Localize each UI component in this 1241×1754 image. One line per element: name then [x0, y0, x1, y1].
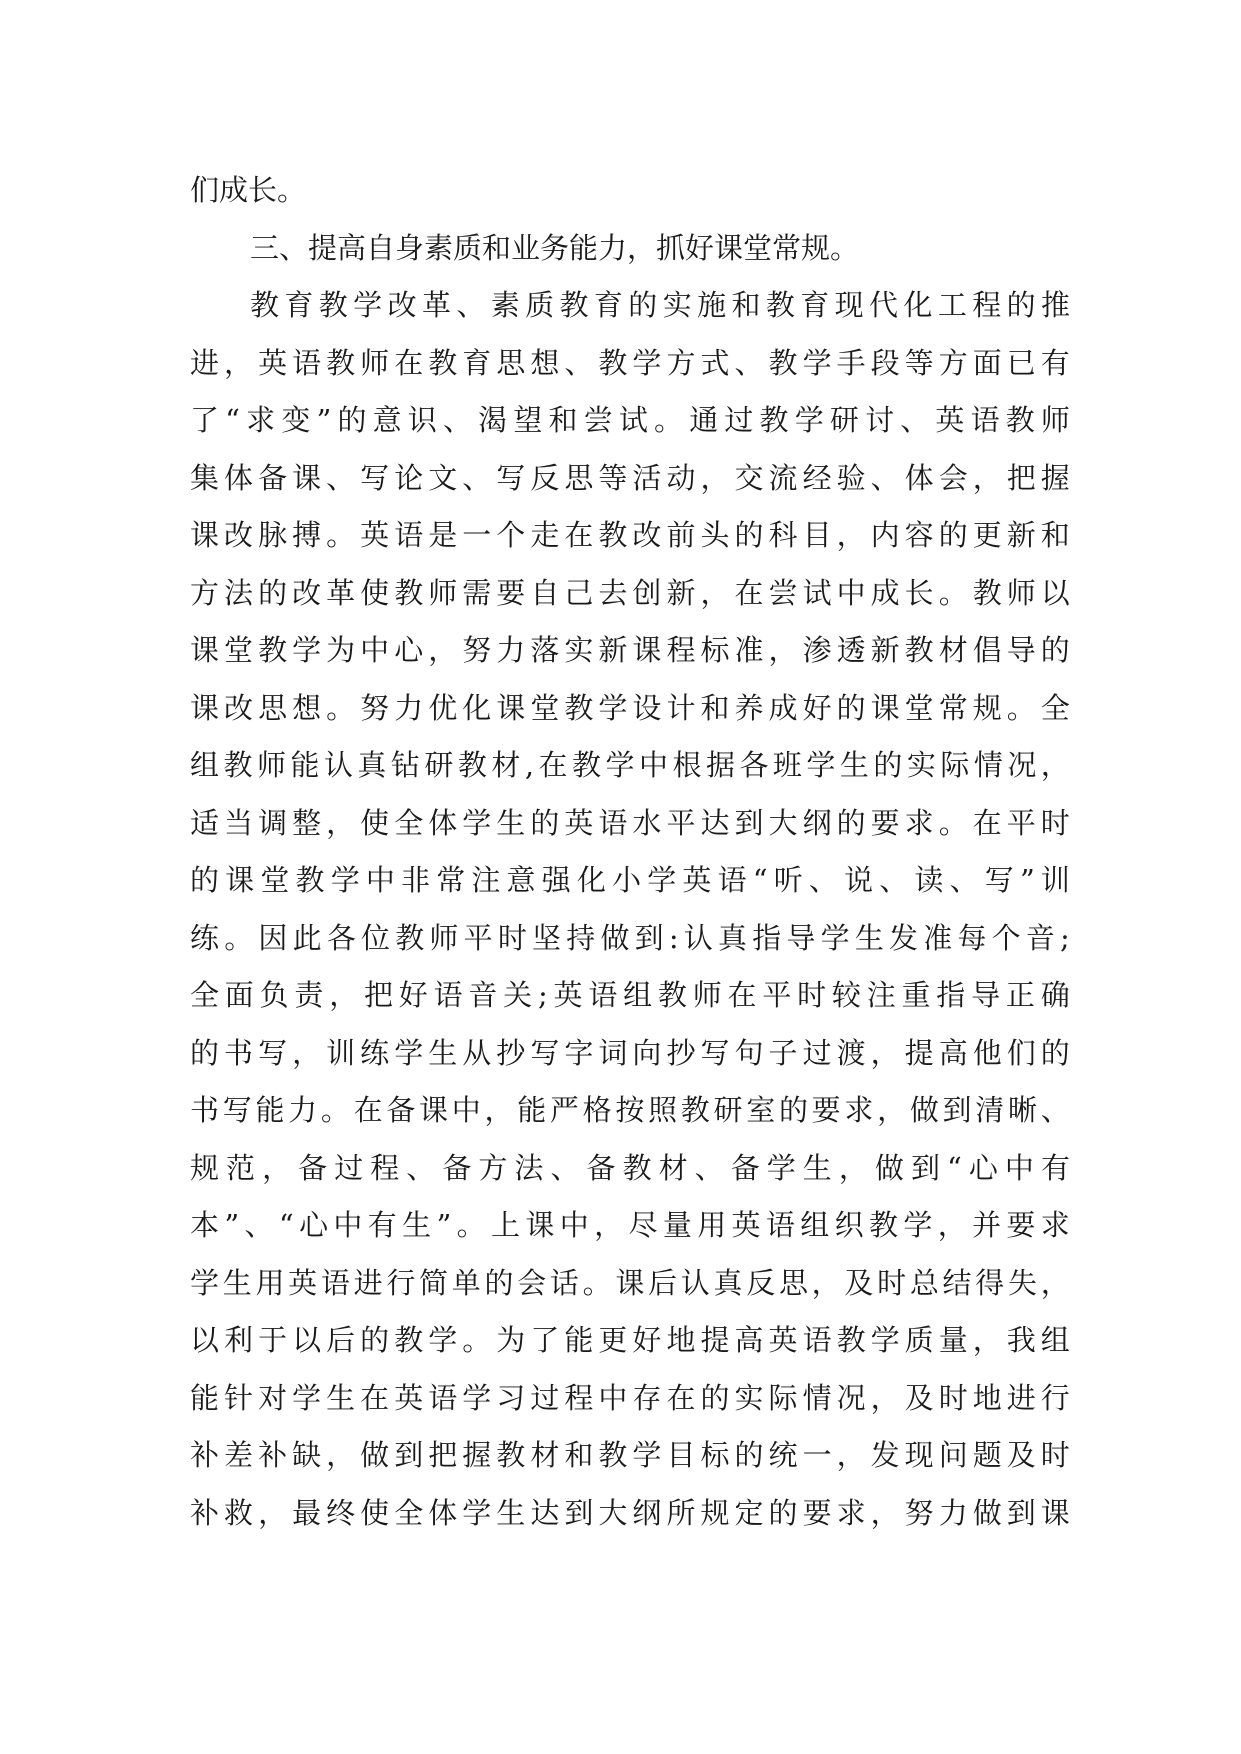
text-line: 的 书 写 ， 训 练 学 生 从 抄 写 字 词 向 抄 写 句 子 过 渡 ， 提 高 他 们 的	[190, 1035, 1070, 1070]
text-line: 补 差 补 缺 ， 做 到 把 握 教 材 和 教 学 目 标 的 统 一 ， 发 现 问 题 及 时	[190, 1438, 1070, 1472]
text-line: 方 法 的 改 革 使 教 师 需 要 自 己 去 创 新 ， 在 尝 试 中 成 长 。 教 师 以	[190, 575, 1070, 610]
text-line: 了 “ 求 变 ” 的 意 识 、 渴 望 和 尝 试 。 通 过 教 学 研 讨 、 英 语 教 师	[190, 403, 1070, 437]
text-line: 规 范 ， 备 过 程 、 备 方 法 、 备 教 材 、 备 学 生 ， 做 到 “ 心 中 有	[190, 1150, 1070, 1185]
text-line: 三、提高自身素质和业务能力，抓好课堂常规。	[250, 230, 860, 265]
text-line: 书 写 能 力 。 在 备 课 中 ， 能 严 格 按 照 教 研 室 的 要 求 ， 做 到 清 晰 、	[190, 1093, 1070, 1127]
text-line: 练 。 因 此 各 位 教 师 平 时 坚 持 做 到 : 认 真 指 导 学 生 发 准 每 个 音 ;	[190, 920, 1070, 955]
text-line: 课 堂 教 学 为 中 心 ， 努 力 落 实 新 课 程 标 准 ， 渗 透 新 教 材 倡 导 的	[190, 633, 1070, 667]
text-line: 组 教 师 能 认 真 钻 研 教 材 , 在 教 学 中 根 据 各 班 学 生 的 实 际 情 况 ，	[190, 748, 1070, 782]
text-line: 课 改 脉 搏 。 英 语 是 一 个 走 在 教 改 前 头 的 科 目 ， 内 容 的 更 新 和	[190, 518, 1070, 552]
text-line: 全 面 负 责 ， 把 好 语 音 关 ; 英 语 组 教 师 在 平 时 较 注 重 指 导 正 确	[190, 978, 1070, 1012]
body-text	[190, 162, 1070, 1542]
text-line: 们成长。	[190, 173, 307, 207]
text-line: 适 当 调 整 ， 使 全 体 学 生 的 英 语 水 平 达 到 大 纲 的 要 求 。 在 平 时	[190, 805, 1070, 840]
text-line: 课 改 思 想 。 努 力 优 化 课 堂 教 学 设 计 和 养 成 好 的 课 堂 常 规 。 全	[190, 690, 1070, 725]
text-line: 的 课 堂 教 学 中 非 常 注 意 强 化 小 学 英 语 “ 听 、 说 、 读 、 写 ” 训	[190, 863, 1070, 897]
text-line: 以 利 于 以 后 的 教 学 。 为 了 能 更 好 地 提 高 英 语 教 学 质 量 ， 我 组	[190, 1323, 1070, 1357]
text-line: 本 ” 、 “ 心 中 有 生 ” 。 上 课 中 ， 尽 量 用 英 语 组 织 教 学 ， 并 要 求	[190, 1208, 1070, 1242]
text-line: 进 ， 英 语 教 师 在 教 育 思 想 、 教 学 方 式 、 教 学 手 段 等 方 面 已 有	[190, 345, 1070, 380]
text-line: 补 救 ， 最 终 使 全 体 学 生 达 到 大 纲 所 规 定 的 要 求 ， 努 力 做 到 课	[190, 1495, 1070, 1530]
text-line: 学 生 用 英 语 进 行 简 单 的 会 话 。 课 后 认 真 反 思 ， 及 时 总 结 得 失 ，	[190, 1265, 1070, 1300]
text-line: 集 体 备 课 、 写 论 文 、 写 反 思 等 活 动 ， 交 流 经 验 、 体 会 ， 把 握	[190, 460, 1070, 495]
text-line: 能 针 对 学 生 在 英 语 学 习 过 程 中 存 在 的 实 际 情 况 ， 及 时 地 进 行	[190, 1380, 1070, 1415]
text-line: 教 育 教 学 改 革 、 素 质 教 育 的 实 施 和 教 育 现 代 化 工 程 的 推	[250, 288, 1070, 322]
